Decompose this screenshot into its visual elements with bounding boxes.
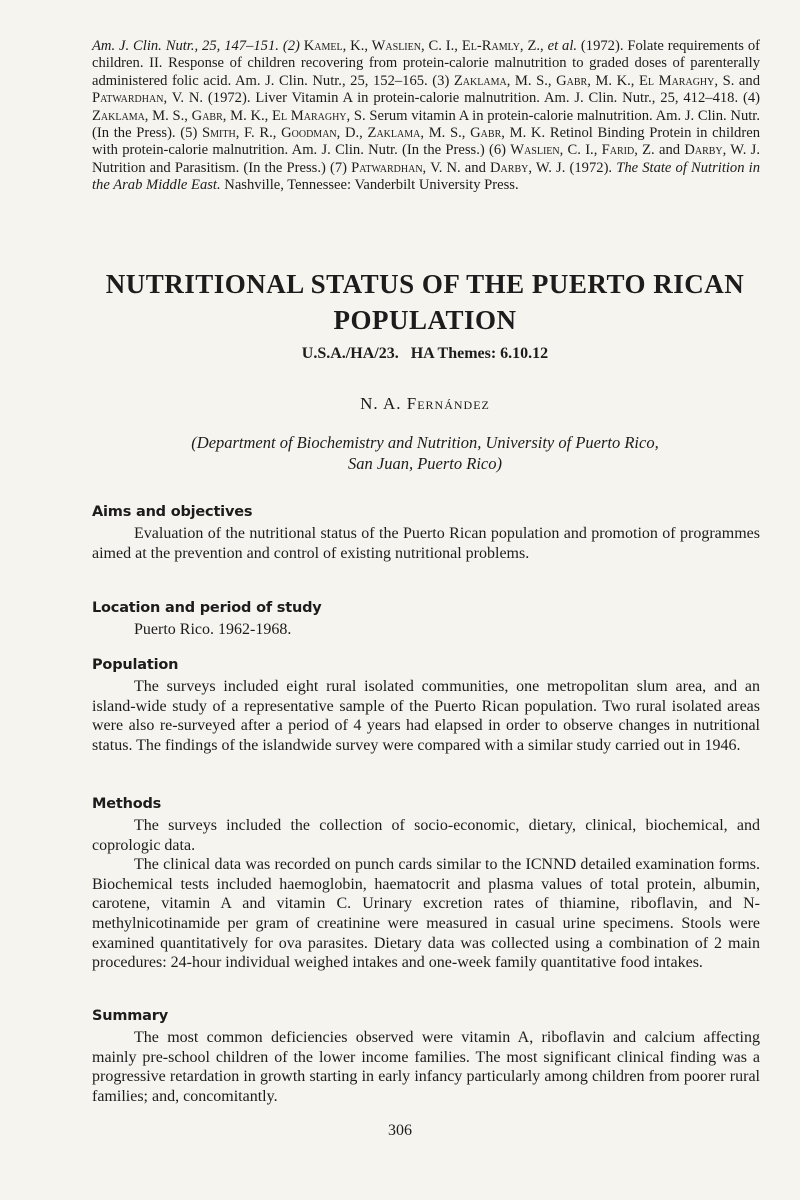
section-population: [92, 657, 760, 755]
ref-2-text: (1972). Folate requirements of children. II. Response of children recovering from protein-calorie malnutrition to graded doses of parenterally administered folic acid. Am. J. Clin. Nutr., 25, 152–165.: [92, 38, 761, 89]
affiliation: [80, 432, 770, 474]
ref-5-num: (5): [175, 125, 203, 142]
section-summary: [92, 1008, 760, 1106]
ref-6-text: Nutrition and Parasitism. (In the Press.): [92, 159, 326, 176]
ref-3-mid: and: [734, 72, 761, 89]
section-heading-location: Location and period of study: [92, 600, 322, 616]
section-paragraph: Puerto Rico. 1962-1968.: [134, 621, 292, 638]
ref-7-year: (1972).: [565, 159, 617, 176]
page-number: 306: [388, 1122, 412, 1139]
section-heading-aims: Aims and objectives: [92, 504, 253, 520]
ref-7-authors2: Darby, W. J.: [490, 159, 566, 176]
section-paragraph: The surveys included the collection of socio-economic, dietary, clinical, biochemical, and coprologic data.: [92, 817, 760, 854]
ref-7-book-title: The State of Nutrition in the Arab Middle East.: [92, 159, 760, 194]
affiliation-line-2: San Juan, Puerto Rico): [348, 454, 502, 473]
ref-7-num: (7): [325, 159, 352, 176]
ref-2-authors: Kamel, K., Waslien, C. I., El-Ramly, Z.,: [303, 38, 544, 54]
ref-1-pre: Am. J. Clin. Nutr., 25, 147–151. (2): [92, 38, 304, 54]
section-paragraph: The most common deficiencies observed were vitamin A, riboflavin and calcium affecting mainly pre-school children of the lower income families. The most significant clinical finding was a progressive retardation in growth starting in early infancy particularly among children from poorer rural families; and, concomitantly.: [92, 1029, 760, 1105]
ref-3-num: (3): [427, 72, 454, 89]
section-paragraph: The clinical data was recorded on punch cards similar to the ICNND detailed examination forms. Biochemical tests included haemoglobin, haematocrit and plasma values of total protein, albumin, carotene, vitamin A and vitamin C. Urinary excretion rates of thiamine, riboflavin, and N-methylnicotinamide per gram of creatinine were measured in casual urine specimens. Stools were examined quantitatively for ova parasites. Dietary data was collected using a combination of 2 main procedures: 24-hour individual weighed intakes and one-week family quantitative food intakes.: [92, 856, 760, 972]
ref-4-text: Serum vitamin A in protein-calorie malnutrition. Am. J. Clin. Nutr. (In the Press).: [92, 107, 760, 142]
article-title: [80, 266, 770, 338]
ref-3-authors: Zaklama, M. S., Gabr, M. K., El Maraghy, S.: [453, 72, 735, 89]
section-aims: [92, 504, 760, 563]
section-paragraph: The surveys included eight rural isolated communities, one metropolitan slum area, and an island-wide study of a representative sample of the Puerto Rican population. Two rural isolated areas were also re-surveyed after a period of 4 years had elapsed in order to observe changes in nutritional status. The findings of the islandwide survey were compared with a similar study carried out in 1946.: [92, 678, 760, 754]
ref-4-authors: Zaklama, M. S., Gabr, M. K., El Maraghy, S.: [92, 107, 366, 124]
section-location: [92, 600, 760, 640]
ref-5-authors: Smith, F. R., Goodman, D., Zaklama, M. S., Gabr, M. K.: [202, 125, 546, 142]
ref-4-num: (4): [738, 90, 761, 107]
references-block: [92, 38, 760, 195]
section-heading-summary: Summary: [92, 1008, 168, 1024]
ref-6-authors: Waslien, C. I., Farid, Z.: [510, 142, 655, 159]
ref-7-authors: Patwardhan, V. N.: [351, 159, 461, 176]
ref-6-authors2: Darby, W. J.: [684, 142, 760, 159]
ref-3-authors2: Patwardhan, V. N.: [92, 90, 204, 107]
section-methods: [92, 796, 760, 973]
ref-7-mid: and: [460, 159, 491, 176]
ref-7-publisher: Nashville, Tennessee: Vanderbilt University Press.: [220, 177, 519, 194]
section-heading-methods: Methods: [92, 796, 162, 812]
reference-id: U.S.A./HA/23. HA Themes: 6.10.12: [301, 345, 549, 362]
ref-5-text: Retinol Binding Protein in children with protein-calorie malnutrition. Am. J. Clin. Nutr. (In the Press.): [92, 125, 760, 159]
author-name: N. A. Fernández: [360, 394, 490, 413]
ref-6-mid: and: [654, 142, 685, 159]
ref-2-etal: et al.: [547, 38, 578, 54]
title-line-2: POPULATION: [333, 305, 517, 335]
section-heading-population: Population: [92, 657, 179, 673]
section-paragraph: Evaluation of the nutritional status of the Puerto Rican population and promotion of programmes aimed at the prevention and control of existing nutritional problems.: [92, 525, 760, 562]
title-line-1: NUTRITIONAL STATUS OF THE PUERTO RICAN: [105, 269, 745, 299]
ref-6-num: (6): [484, 142, 511, 159]
affiliation-line-1: (Department of Biochemistry and Nutrition, University of Puerto Rico,: [191, 433, 659, 452]
references-text: [92, 38, 760, 195]
ref-3-text: (1972). Liver Vitamin A in protein-calorie malnutrition. Am. J. Clin. Nutr., 25, 412–418.: [203, 90, 739, 107]
